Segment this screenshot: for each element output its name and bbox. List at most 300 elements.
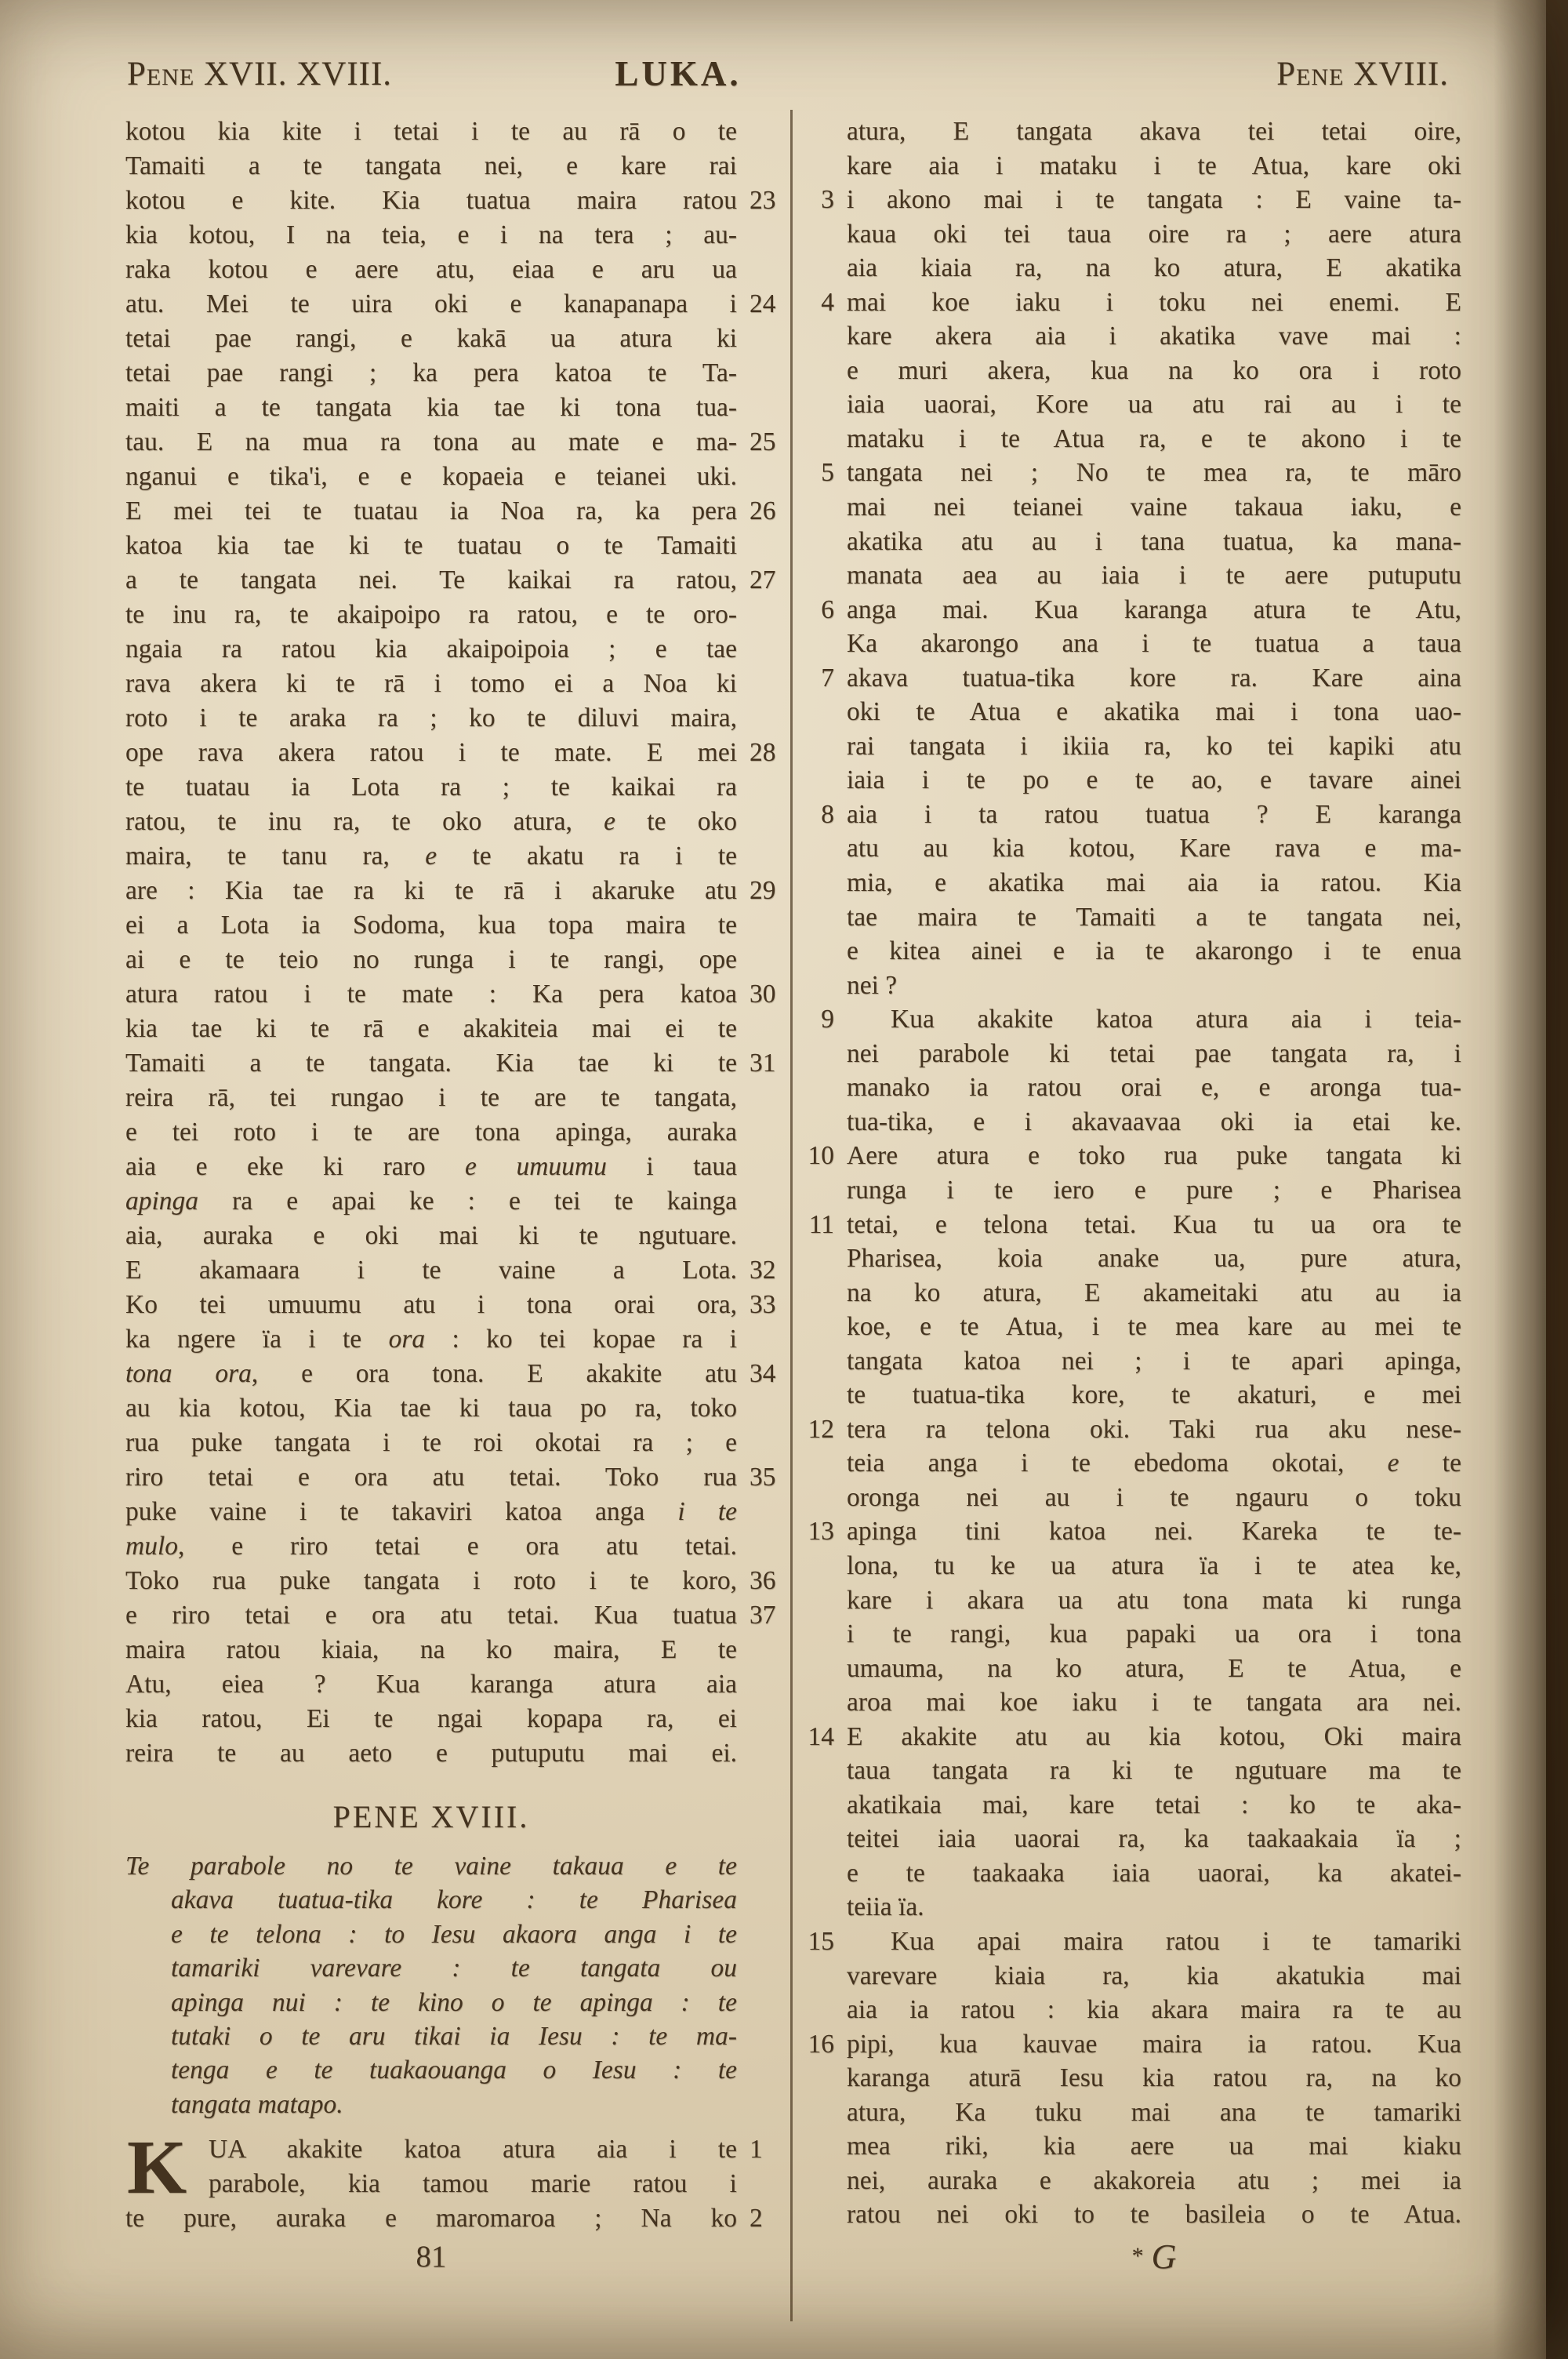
text-line	[801, 900, 1461, 935]
verse-number	[737, 1667, 786, 1702]
line-text: e te taakaaka iaia uaorai, ka akatei-	[847, 1858, 1461, 1888]
text-line	[125, 1736, 786, 1771]
summary-line	[125, 1849, 786, 1883]
verse-number	[801, 934, 847, 969]
verse-number	[801, 1276, 847, 1310]
line-text: apinga tini katoa nei. Kareka te te-	[847, 1517, 1461, 1547]
line-text: aia i ta ratou tuatua ? E karanga	[847, 799, 1461, 829]
line-text: apinga nui : te kino o te apinga : te	[171, 1987, 737, 2017]
verse-number	[737, 1219, 786, 1253]
line-text: mia, e akatika mai aia ia ratou. Kia	[847, 868, 1461, 898]
text-line	[801, 285, 1461, 320]
verse-number: 35	[750, 1463, 776, 1492]
verse-number	[801, 1583, 847, 1618]
verse-number: 23	[750, 186, 776, 215]
line-text: lona, tu ke ua atura ïa i te atea ke,	[847, 1550, 1461, 1580]
text-line	[125, 287, 786, 322]
verse-number	[801, 2129, 847, 2164]
verse-number: 8	[821, 799, 834, 829]
verse-number	[737, 1495, 786, 1529]
verse-number	[737, 1529, 786, 1564]
verse-number	[737, 391, 786, 425]
text-line	[125, 1046, 786, 1081]
text-line	[125, 1081, 786, 1115]
line-text: tamariki varevare : te tangata ou	[171, 1954, 737, 1983]
verse-number	[737, 1633, 786, 1667]
summary-line	[125, 1951, 786, 1985]
text-line	[801, 1617, 1461, 1652]
text-line	[801, 149, 1461, 184]
text-line	[801, 1276, 1461, 1310]
verse-number: 6	[821, 594, 834, 624]
text-line	[125, 1219, 786, 1253]
verse-number	[801, 149, 847, 184]
text-line	[125, 253, 786, 287]
verse-number: 2	[750, 2204, 763, 2234]
verse-number: 14	[808, 1721, 834, 1751]
text-line	[801, 2061, 1461, 2095]
text-line	[801, 1514, 1461, 1549]
text-line	[801, 2197, 1461, 2232]
verse-number	[737, 1391, 786, 1426]
text-line	[125, 977, 786, 1012]
verse-number	[801, 1481, 847, 1515]
line-text: karanga aturā Iesu kia ratou ra, na ko	[847, 2063, 1461, 2093]
text-line	[801, 1993, 1461, 2027]
line-text: pipi, kua kauvae maira ia ratou. Kua	[847, 2029, 1461, 2059]
text-line	[125, 356, 786, 391]
text-line	[125, 1460, 786, 1495]
line-text: akatika atu au i tana tuatua, ka mana-	[847, 526, 1461, 556]
line-text: varevare kiaia ra, kia akatukia mai	[847, 1961, 1461, 1990]
text-line	[801, 319, 1461, 354]
signature-letter: G	[1151, 2237, 1177, 2276]
text-line	[125, 736, 786, 770]
line-text: Tamaiti a te tangata nei, e kare rai	[125, 151, 737, 180]
text-line	[125, 1598, 786, 1633]
line-text: Ko tei umuumu atu i tona orai ora,	[125, 1290, 737, 1319]
text-line	[125, 2167, 786, 2201]
text-line	[801, 866, 1461, 900]
verse-number	[801, 763, 847, 798]
running-header-title: LUKA.	[615, 54, 742, 93]
left-column-lines	[125, 114, 786, 1771]
text-line	[801, 1959, 1461, 1994]
drop-cap: K	[127, 2125, 187, 2211]
line-text: tangata katoa nei ; i te apari apinga,	[847, 1346, 1461, 1376]
line-text: nei, auraka e akakoreia atu ; mei ia	[847, 2165, 1461, 2195]
verse-number: 15	[808, 1926, 834, 1956]
text-line	[801, 456, 1461, 490]
verse-number	[801, 354, 847, 388]
right-column-lines	[801, 114, 1461, 2232]
text-line	[801, 831, 1461, 866]
line-text: maira, te tanu ra, e te akatu ra i te	[125, 841, 737, 871]
line-text: e riro tetai e ora atu tetai. Kua tuatua	[125, 1601, 737, 1630]
line-text: kia tae ki te rā e akakiteia mai ei te	[125, 1014, 737, 1043]
verse-number: 37	[750, 1601, 776, 1630]
verse-number: 25	[750, 427, 776, 456]
verse-number: 36	[750, 1566, 776, 1595]
text-line	[801, 1583, 1461, 1618]
verse-number	[801, 1446, 847, 1481]
line-text: koe, e te Atua, i te mea kare au mei te	[847, 1312, 1461, 1342]
text-line	[801, 422, 1461, 456]
text-line	[801, 183, 1461, 217]
summary-line	[125, 2019, 786, 2053]
line-text: tua-tika, e i akavaavaa oki ia etai ke.	[847, 1107, 1461, 1136]
verse-number	[737, 701, 786, 736]
line-text: parabole, kia tamou marie ratou i	[209, 2169, 737, 2199]
line-text: i te rangi, kua papaki ua ora i tona	[847, 1619, 1461, 1649]
verse-number	[737, 529, 786, 563]
line-text: na ko atura, E akameitaki atu au ia	[847, 1278, 1461, 1307]
verse-number: 29	[750, 876, 776, 905]
text-line	[801, 593, 1461, 627]
summary-line	[125, 1917, 786, 1951]
text-line	[801, 1241, 1461, 1276]
verse-number: 3	[821, 185, 834, 215]
line-text: tangata matapo.	[171, 2089, 343, 2119]
text-line	[125, 667, 786, 701]
line-text: anga mai. Kua karanga atura te Atu,	[847, 594, 1461, 624]
opening-paragraph-lines	[125, 2125, 786, 2236]
verse-number	[737, 322, 786, 356]
line-text: te inu ra, te akaipoipo ra ratou, e te oro-	[125, 600, 737, 629]
line-text: e kitea ainei e ia te akarongo i te enua	[847, 936, 1461, 966]
line-text: riro tetai e ora atu tetai. Toko rua	[125, 1463, 737, 1492]
verse-number	[801, 1070, 847, 1105]
line-text: UA akakite katoa atura aia i te	[209, 2135, 737, 2165]
line-text: apinga ra e apai ke : e tei te kainga	[125, 1187, 737, 1216]
text-line	[125, 391, 786, 425]
running-header-right: Pene XVIII.	[1276, 56, 1449, 93]
text-line	[125, 1288, 786, 1322]
verse-number	[737, 1115, 786, 1150]
verse-number	[737, 632, 786, 667]
line-text: kotou kia kite i tetai i te au rā o te	[125, 117, 737, 146]
line-text: Pharisea, koia anake ua, pure atura,	[847, 1244, 1461, 1274]
line-text: puke vaine i te takaviri katoa anga i te	[125, 1497, 737, 1526]
verse-number: 10	[808, 1141, 834, 1171]
line-text: kia kotou, I na teia, e i na tera ; au-	[125, 220, 737, 249]
line-text: mai koe iaku i toku nei enemi. E	[847, 287, 1461, 317]
verse-number: 12	[808, 1414, 834, 1444]
text-line	[801, 387, 1461, 422]
line-text: teitei iaia uaorai ra, ka taakaakaia ïa ;	[847, 1824, 1461, 1854]
line-text: atura ratou i te mate : Ka pera katoa	[125, 980, 737, 1009]
verse-number	[737, 253, 786, 287]
text-line	[125, 1426, 786, 1460]
verse-number: 24	[750, 289, 776, 318]
line-text: tetai pae rangi, e kakā ua atura ki	[125, 324, 737, 353]
line-text: manako ia ratou orai e, e aronga tua-	[847, 1073, 1461, 1103]
verse-number: 28	[750, 738, 776, 767]
verse-number	[801, 900, 847, 935]
verse-number: 26	[750, 496, 776, 525]
verse-number	[801, 525, 847, 559]
verse-number	[801, 1378, 847, 1412]
running-header	[127, 55, 1449, 99]
verse-number	[737, 805, 786, 839]
text-line	[125, 1391, 786, 1426]
verse-number	[737, 1322, 786, 1357]
text-line	[125, 874, 786, 908]
text-line	[801, 695, 1461, 729]
text-line	[801, 1037, 1461, 1071]
verse-number: 1	[750, 2135, 763, 2165]
text-line	[125, 529, 786, 563]
line-text: E mei tei te tuatau ia Noa ra, ka pera	[125, 496, 737, 525]
text-line	[125, 632, 786, 667]
verse-number: 5	[821, 458, 834, 488]
line-text: E akamaara i te vaine a Lota.	[125, 1256, 737, 1285]
verse-number	[801, 1959, 847, 1994]
verse-number: 27	[750, 565, 776, 594]
verse-number	[801, 627, 847, 661]
text-line	[125, 839, 786, 874]
line-text: ai e te teio no runga i te rangi, ope	[125, 945, 737, 974]
verse-number	[801, 1993, 847, 2027]
text-line	[801, 969, 1461, 1003]
verse-number: 34	[750, 1359, 776, 1388]
verse-number	[737, 114, 786, 149]
text-line	[801, 558, 1461, 593]
verse-number	[801, 1754, 847, 1788]
text-line	[801, 2027, 1461, 2062]
line-text: manata aea au iaia i te aere putuputu	[847, 561, 1461, 591]
line-text: akatikaia mai, kare tetai : ko te aka-	[847, 1790, 1461, 1819]
text-line	[125, 1529, 786, 1564]
line-text: reira rā, tei rungao i te are te tangata,	[125, 1083, 737, 1112]
line-text: Toko rua puke tangata i roto i te koro,	[125, 1566, 737, 1595]
verse-number	[737, 770, 786, 805]
book-edge-dark-band	[1546, 0, 1568, 2359]
text-line	[801, 2129, 1461, 2164]
text-line	[801, 763, 1461, 798]
line-text: E akakite atu au kia kotou, Oki maira	[847, 1721, 1461, 1751]
text-line	[125, 805, 786, 839]
text-line	[125, 563, 786, 598]
verse-number	[801, 969, 847, 1003]
line-text: tona ora, e ora tona. E akakite atu	[125, 1359, 737, 1388]
line-text: raka kotou e aere atu, eiaa e aru ua	[125, 255, 737, 284]
verse-number	[737, 1736, 786, 1771]
right-column	[801, 114, 1461, 2277]
line-text: tetai pae rangi ; ka pera katoa te Ta-	[125, 358, 737, 387]
line-text: Aere atura e toko rua puke tangata ki	[847, 1141, 1461, 1171]
line-text: atu. Mei te uira oki e kanapanapa i	[125, 289, 737, 318]
verse-number: 30	[750, 980, 776, 1009]
line-text: atu au kia kotou, Kare rava e ma-	[847, 834, 1461, 863]
text-line	[801, 1652, 1461, 1686]
verse-number	[737, 356, 786, 391]
line-text: teia anga i te ebedoma okotai, e te	[847, 1448, 1461, 1478]
verse-number	[737, 460, 786, 494]
text-line	[125, 114, 786, 149]
verse-number	[801, 490, 847, 525]
line-text: mai nei teianei vaine takaua iaku, e	[847, 493, 1461, 522]
line-text: maiti a te tangata kia tae ki tona tua-	[125, 393, 737, 422]
verse-number	[801, 729, 847, 764]
verse-number	[737, 1702, 786, 1736]
text-line	[801, 1139, 1461, 1173]
line-text: Atu, eiea ? Kua karanga atura aia	[125, 1670, 737, 1699]
verse-number	[737, 2167, 786, 2201]
text-line	[801, 1754, 1461, 1788]
verse-number	[737, 908, 786, 943]
verse-number	[801, 1105, 847, 1140]
line-text: roto i te araka ra ; ko te diluvi maira,	[125, 703, 737, 732]
verse-number	[737, 943, 786, 977]
line-text: atura, E tangata akava tei tetai oire,	[847, 117, 1461, 146]
chapter-summary	[125, 1849, 786, 2121]
line-text: tetai, e telona tetai. Kua tu ua ora te	[847, 1209, 1461, 1239]
text-line	[801, 1720, 1461, 1754]
verse-number	[801, 1173, 847, 1208]
text-line	[125, 1115, 786, 1150]
text-line	[801, 1173, 1461, 1208]
line-text: nei ?	[847, 970, 898, 1000]
line-text: kare akera aia i akatika vave mai :	[847, 322, 1461, 351]
text-line	[125, 460, 786, 494]
text-line	[125, 494, 786, 529]
line-text: oronga nei au i te ngauru o toku	[847, 1482, 1461, 1512]
verse-number	[801, 251, 847, 285]
line-text: tae maira te Tamaiti a te tangata nei,	[847, 902, 1461, 932]
line-text: kare i akara ua atu tona mata ki runga	[847, 1585, 1461, 1615]
verse-number	[801, 2197, 847, 2232]
text-line	[125, 1012, 786, 1046]
verse-number	[801, 1310, 847, 1344]
text-line	[125, 1702, 786, 1736]
line-text: ratou nei oki to te basileia o te Atua.	[847, 2200, 1461, 2230]
verse-number: 11	[808, 1209, 834, 1239]
text-line	[125, 1667, 786, 1702]
line-text: e muri akera, kua na ko ora i roto	[847, 355, 1461, 385]
line-text: rua puke tangata i te roi okotai ra ; e	[125, 1428, 737, 1457]
verse-number	[801, 1652, 847, 1686]
text-line	[801, 354, 1461, 388]
text-line	[801, 1105, 1461, 1140]
text-line	[125, 322, 786, 356]
text-line	[801, 490, 1461, 525]
verse-number	[801, 422, 847, 456]
verse-number	[737, 1150, 786, 1184]
text-line	[801, 934, 1461, 969]
opening-paragraph	[125, 2125, 786, 2236]
line-text: Te parabole no te vaine takaua e te	[125, 1852, 737, 1881]
verse-number	[737, 1012, 786, 1046]
text-line	[125, 770, 786, 805]
column-divider-rule	[790, 110, 793, 2321]
signature-star: *	[1131, 2242, 1144, 2269]
verse-number	[737, 598, 786, 632]
page-number: 81	[416, 2240, 447, 2274]
verse-number	[801, 1617, 847, 1652]
text-line	[801, 1344, 1461, 1379]
verse-number	[801, 2061, 847, 2095]
text-line	[801, 1685, 1461, 1720]
text-line	[125, 1253, 786, 1288]
chapter-heading: PENE XVIII.	[332, 1799, 530, 1834]
line-text: oki te Atua e akatika mai i tona uao-	[847, 697, 1461, 727]
line-text: ngaia ra ratou kia akaipoipoia ; e tae	[125, 634, 737, 663]
verse-number: 7	[821, 663, 834, 692]
line-text: rava akera ki te rā i tomo ei a Noa ki	[125, 669, 737, 698]
text-line	[125, 908, 786, 943]
line-text: Tamaiti a te tangata. Kia tae ki te	[125, 1049, 737, 1078]
line-text: tenga e te tuakaouanga o Iesu : te	[171, 2055, 737, 2085]
text-line	[125, 218, 786, 253]
line-text: au kia kotou, Kia tae ki taua po ra, toko	[125, 1394, 737, 1423]
line-text: rai tangata i ikiia ra, ko tei kapiki atu	[847, 731, 1461, 761]
text-line	[125, 1150, 786, 1184]
verse-number: 33	[750, 1290, 776, 1319]
verse-number: 16	[808, 2029, 834, 2059]
verse-number	[801, 831, 847, 866]
line-text: aia e eke ki raro e umuumu i taua	[125, 1152, 737, 1181]
line-text: katoa kia tae ki te tuatau o te Tamaiti	[125, 531, 737, 560]
line-text: kaua oki tei taua oire ra ; aere atura	[847, 219, 1461, 249]
line-text: aia ia ratou : kia akara maira ra te au	[847, 1995, 1461, 2025]
line-text: mataku i te Atua ra, e te akono i te	[847, 423, 1461, 453]
text-line	[125, 1357, 786, 1391]
verse-number	[801, 1788, 847, 1823]
line-text: aroa mai koe iaku i te tangata ara nei.	[847, 1688, 1461, 1717]
line-text: tau. E na mua ra tona au mate e ma-	[125, 427, 737, 456]
line-text: taua tangata ra ki te ngutuare ma te	[847, 1756, 1461, 1786]
summary-line	[125, 2088, 786, 2121]
verse-number	[801, 1241, 847, 1276]
line-text: nganui e tika'i, e e kopaeia e teianei uki.	[125, 462, 737, 491]
verse-number	[801, 866, 847, 900]
line-text: ratou, te inu ra, te oko atura, e te oko	[125, 807, 737, 836]
line-text: reira te au aeto e putuputu mai ei.	[125, 1739, 737, 1768]
line-text: kotou e kite. Kia tuatua maira ratou	[125, 186, 737, 215]
line-text: Ka akarongo ana i te tuatua a taua	[847, 629, 1461, 659]
text-line	[125, 2201, 786, 2236]
text-line	[125, 2132, 786, 2167]
text-line	[801, 114, 1461, 149]
text-line	[801, 525, 1461, 559]
line-text: tutaki o te aru tikai ia Iesu : te ma-	[171, 2021, 737, 2051]
text-line	[801, 627, 1461, 661]
line-text: teiia ïa.	[847, 1892, 924, 1922]
verse-number	[801, 2095, 847, 2130]
line-text: i akono mai i te tangata : E vaine ta-	[847, 185, 1461, 215]
verse-number: 9	[821, 1005, 834, 1034]
text-line	[125, 598, 786, 632]
line-text: Kua akakite katoa atura aia i teia-	[891, 1005, 1461, 1034]
line-text: mulo, e riro tetai e ora atu tetai.	[125, 1532, 737, 1561]
text-line	[125, 1322, 786, 1357]
line-text: akava tuatua-tika kore ra. Kare aina	[847, 663, 1461, 692]
verse-number: 31	[750, 1049, 776, 1078]
line-text: ei a Lota ia Sodoma, kua topa maira te	[125, 911, 737, 940]
text-line	[801, 1788, 1461, 1823]
verse-number	[737, 839, 786, 874]
line-text: ka ngere ïa i te ora : ko tei kopae ra i	[125, 1325, 737, 1354]
text-line	[801, 1890, 1461, 1925]
text-line	[801, 798, 1461, 832]
verse-number	[801, 2164, 847, 2198]
verse-number	[801, 319, 847, 354]
line-text: are : Kia tae ra ki te rā i akaruke atu	[125, 876, 737, 905]
text-line	[125, 1495, 786, 1529]
text-line	[125, 701, 786, 736]
verse-number	[801, 1822, 847, 1856]
